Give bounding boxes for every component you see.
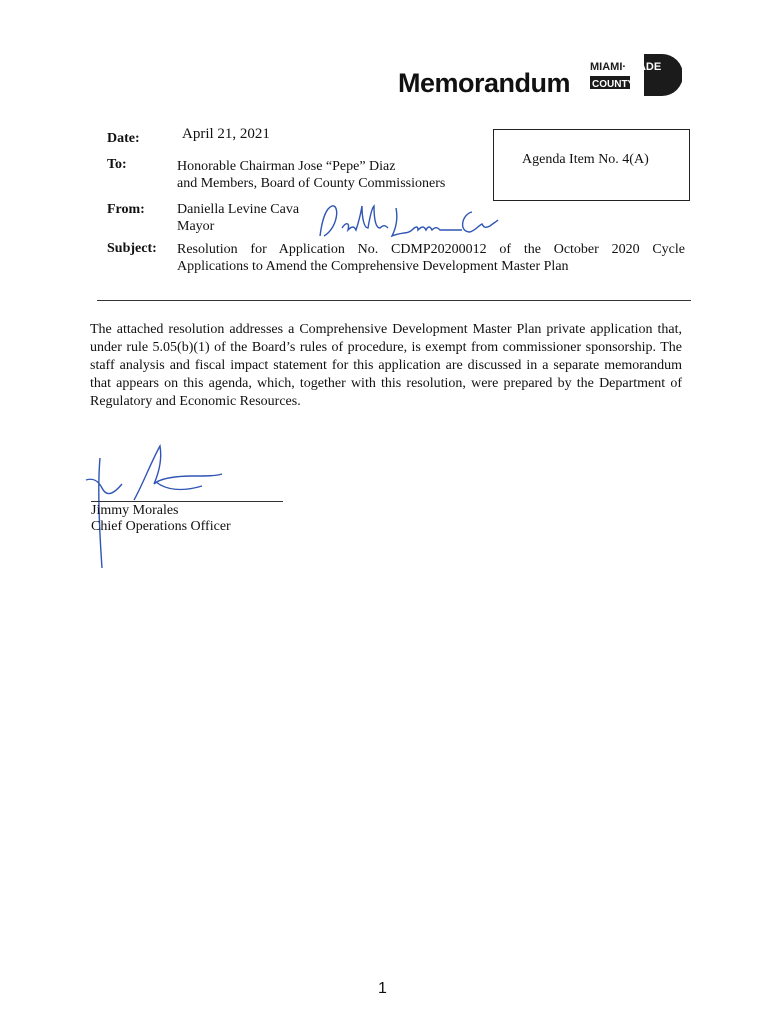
svg-text:DADE: DADE bbox=[630, 61, 662, 73]
subject-label: Subject: bbox=[107, 241, 157, 256]
mayor-signature bbox=[312, 198, 502, 244]
to-line-2: and Members, Board of County Commissioners bbox=[177, 176, 446, 191]
memo-title: Memorandum bbox=[398, 68, 571, 98]
from-line-1: Daniella Levine Cava bbox=[177, 202, 300, 217]
date-value: April 21, 2021 bbox=[182, 126, 270, 142]
date-label: Date: bbox=[107, 131, 140, 146]
agenda-item-box bbox=[493, 129, 690, 201]
page-number: 1 bbox=[378, 980, 387, 997]
to-label: To: bbox=[107, 157, 127, 172]
svg-text:COUNTY: COUNTY bbox=[592, 79, 635, 90]
subject-line-2: Applications to Amend the Comprehensive Development Master Plan bbox=[177, 259, 569, 274]
header-divider bbox=[97, 300, 691, 301]
subject-line-1: Resolution for Application No. CDMP20200012 of the October 2020 Cycle bbox=[177, 242, 685, 257]
agenda-item-text: Agenda Item No. 4(A) bbox=[522, 152, 649, 167]
from-line-2: Mayor bbox=[177, 219, 215, 234]
from-label: From: bbox=[107, 202, 145, 217]
svg-text:MIAMI·: MIAMI· bbox=[590, 61, 627, 73]
to-line-1: Honorable Chairman Jose “Pepe” Diaz bbox=[177, 159, 396, 174]
memo-body-paragraph: The attached resolution addresses a Comprehensive Development Master Plan private application that, under rule 5.05(b)(1) of the Board’s rules of procedure, is exempt from commissioner sponsorship. The staff analysis and fiscal impact statement for this application are discussed in a separate memorandum that appears on this agenda, which, together with this resolution, were prepared by the Department of Regulatory and Economic Resources. bbox=[90, 322, 682, 409]
miami-dade-county-logo bbox=[588, 52, 682, 98]
signatory-title: Chief Operations Officer bbox=[91, 519, 231, 534]
signatory-name: Jimmy Morales bbox=[91, 503, 179, 518]
